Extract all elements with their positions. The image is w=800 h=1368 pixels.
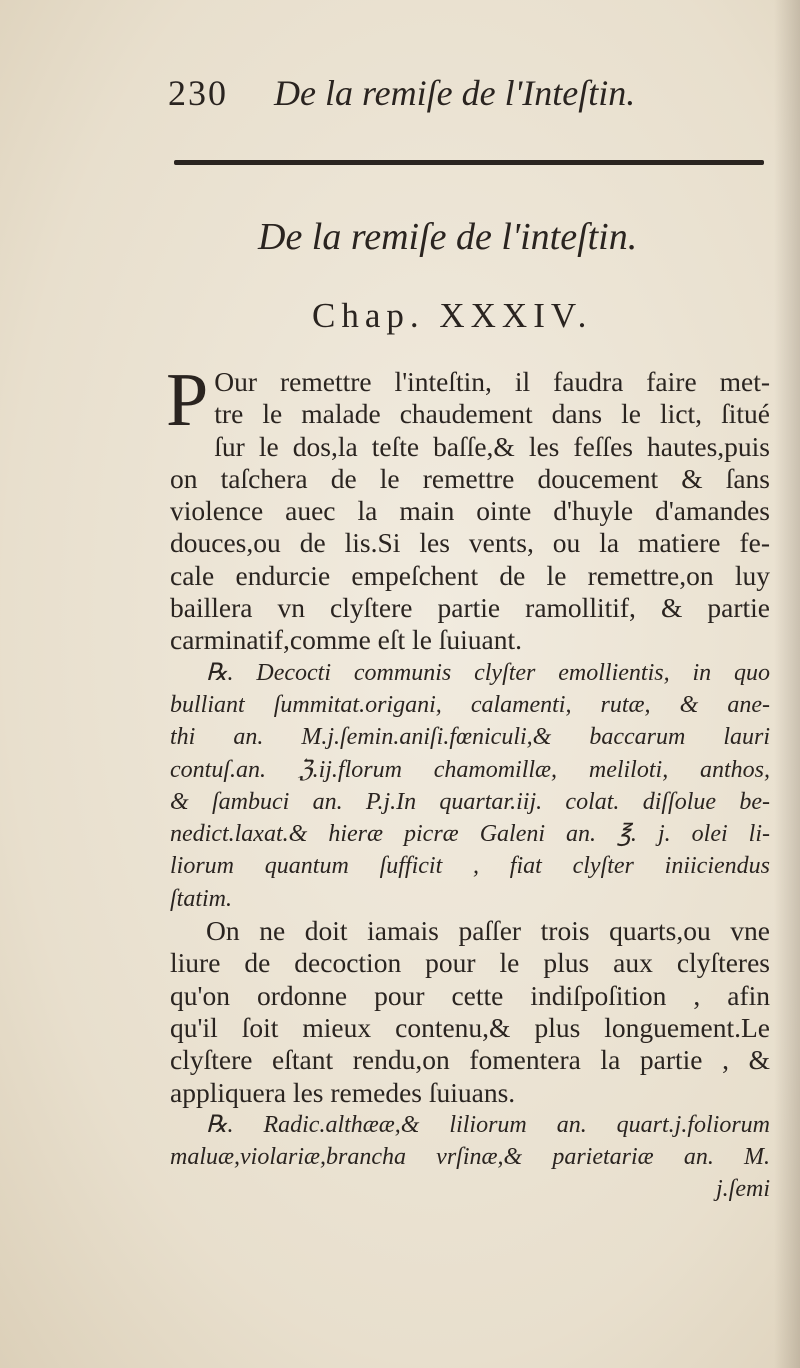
page-number: 230 bbox=[168, 73, 228, 113]
recipe-line: & ſambuci an. P.j.In quartar.iij. colat. diſſolue be- bbox=[170, 788, 770, 815]
text-line: baillera vn clyſtere partie ramollitif, & partie bbox=[170, 592, 770, 624]
recipe-2 bbox=[170, 1109, 770, 1206]
recipe-line: maluæ,violariæ,brancha vrſinæ,& parietariæ an. M. bbox=[170, 1144, 770, 1171]
recipe-1 bbox=[170, 657, 770, 915]
text-line: on taſchera de le remettre doucement & ſans bbox=[170, 462, 770, 494]
recipe-line: nedict.laxat.& hieræ picræ Galeni an. ℥. j. olei li- bbox=[170, 821, 770, 848]
text-line: tre le malade chaudement dans le lict, ſitué bbox=[214, 398, 770, 430]
recipe-line: contuſ.an. ℨ.ij.florum chamomillæ, meliloti, anthos, bbox=[170, 756, 770, 783]
text-line: qu'il ſoit mieux contenu,& plus longuement.Le bbox=[170, 1011, 770, 1043]
recipe-line: thi an. M.j.ſemin.aniſi.fœniculi,& baccarum lauri bbox=[170, 724, 770, 751]
paragraph-1 bbox=[166, 358, 770, 657]
page-gutter-shadow bbox=[774, 0, 800, 1368]
text-line: violence auec la main ointe d'huyle d'amandes bbox=[170, 495, 770, 527]
text-line: liure de decoction pour le plus aux clyſteres bbox=[170, 947, 770, 979]
chapter-title: De la remiſe de l'inteſtin. bbox=[258, 216, 638, 258]
text-line: Our remettre l'inteſtin, il faudra faire met- bbox=[214, 366, 770, 397]
text-line: douces,ou de lis.Si les vents, ou la matiere fe- bbox=[170, 527, 770, 559]
running-head bbox=[168, 72, 768, 122]
text-line: carminatif,comme eſt le ſuiuant. bbox=[170, 624, 523, 656]
text-line: On ne doit iamais paſſer trois quarts,ou vne bbox=[206, 915, 770, 947]
text-line: clyſtere eſtant rendu,on fomentera la partie , & bbox=[170, 1044, 770, 1076]
header-rule bbox=[174, 160, 764, 165]
text-line: ſur le dos,la teſte baſſe,& les feſſes hautes,puis bbox=[214, 430, 770, 462]
catchword: j.ſemi bbox=[716, 1176, 770, 1203]
text-line: qu'on ordonne pour cette indiſpoſition , afin bbox=[170, 979, 770, 1011]
drop-cap: P bbox=[166, 358, 209, 442]
text-line: cale endurcie empeſchent de le remettre,on luy bbox=[170, 559, 770, 591]
recipe-line: liorum quantum ſufficit , fiat clyſter iniiciendus bbox=[170, 853, 770, 880]
recipe-line: ℞. Radic.althææ,& liliorum an. quart.j.foliorum bbox=[206, 1111, 770, 1138]
recipe-line: ℞. Decocti communis clyſter emollientis, in quo bbox=[206, 659, 770, 686]
paragraph-2 bbox=[170, 915, 770, 1109]
chapter-number: Chap. XXXIV. bbox=[312, 296, 593, 335]
recipe-line: ſtatim. bbox=[170, 885, 233, 912]
text-line: appliquera les remedes ſuiuans. bbox=[170, 1076, 516, 1108]
running-head-title: De la remiſe de l'Inteſtin. bbox=[274, 73, 636, 113]
body-text bbox=[166, 358, 770, 1206]
recipe-line: bulliant ſummitat.origani, calamenti, rutæ, & ane- bbox=[170, 691, 770, 718]
